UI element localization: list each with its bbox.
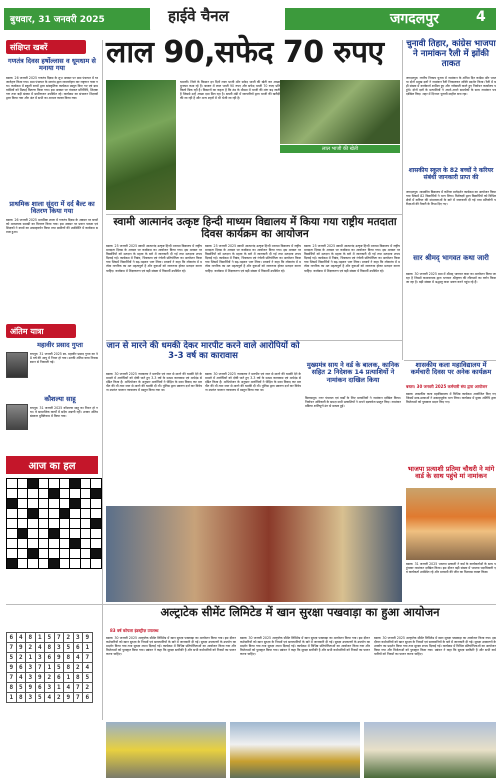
crossword-cell	[28, 479, 39, 489]
election-headline: चुनावी तिहार, कांग्रेस भाजपा ने नामांकन रैली में झोंकी ताकत	[406, 39, 496, 69]
sudoku-cell: 1	[83, 643, 93, 653]
safety-photo-3	[364, 722, 496, 778]
sudoku-cell: 7	[7, 673, 17, 683]
sudoku-cell: 6	[54, 673, 64, 683]
sudoku-cell: 8	[64, 663, 74, 673]
bottom-body-col1: बस्तर। 30 जनवरी 2025 अल्ट्राटेक सीमेंट लिमिटेड में खान सुरक्षा पखवाड़ा का आयोजन किया गया। इस दौरान कर्मचारियों को खान सुरक्षा के नियमों एवं सावधानियों के बारे में जानकारी दी गई। सुरक्षा उपकरणों के उपयोग का प्रदर्शन किया गया तथा सुरक्षा शपथ दिलाई गई। कार्यक्रम में विभिन्न प्रतियोगिताओं का आयोजन किया गया और विजेताओं को पुरस्कृत किया गया। प्रबंधन ने कहा कि सुरक्षा सर्वोपरि है और सभी कर्मचारियों को नियमों का पालन करना चाहिए।	[106, 636, 236, 657]
crossword-cell	[28, 559, 39, 569]
lead-story-col3: बस्तर। 25 जनवरी 2025 स्वामी आत्मानंद उत्कृष्ट हिन्दी माध्यम विद्यालय में राष्ट्रीय मतदाता दिवस के अवसर पर कार्यक्रम का आयोजन किया गया। इस अवसर पर विद्यार्थियों को मतदान के महत्व के बारे में जानकारी दी गई तथा मतदाता शपथ दिलाई गई। कार्यक्रम में निबंध, चित्रकला एवं रंगोली प्रतियोगिता का आयोजन किया गया जिसमें विद्यार्थियों ने बढ़-चढ़कर भाग लिया। प्राचार्य ने कहा कि लोकतंत्र में प्रत्येक नागरिक का मत महत्वपूर्ण है और युवाओं को जागरूक होकर मतदान करना चाहिए। कार्यक्रम में शिक्षकगण एवं बड़ी संख्या में विद्यार्थी उपस्थित रहे।	[304, 244, 400, 273]
crossword-cell	[28, 529, 39, 539]
safety-photo-1	[106, 722, 226, 778]
crossword-cell	[49, 509, 60, 519]
sudoku-cell: 7	[73, 683, 83, 693]
crossword-cell	[17, 549, 28, 559]
crossword-cell	[80, 529, 91, 539]
nomination-headline: मुख्यमंत्र साय ने वर्ड के बालक, कानिक सहित 2 निदेशक 14 प्रत्याशियों ने नामांकन दाखिल किया	[306, 361, 400, 384]
crossword-cell	[59, 479, 70, 489]
lead-story-col2: बस्तर। 25 जनवरी 2025 स्वामी आत्मानंद उत्कृष्ट हिन्दी माध्यम विद्यालय में राष्ट्रीय मतदाता दिवस के अवसर पर कार्यक्रम का आयोजन किया गया। इस अवसर पर विद्यार्थियों को मतदान के महत्व के बारे में जानकारी दी गई तथा मतदाता शपथ दिलाई गई। कार्यक्रम में निबंध, चित्रकला एवं रंगोली प्रतियोगिता का आयोजन किया गया जिसमें विद्यार्थियों ने बढ़-चढ़कर भाग लिया। प्राचार्य ने कहा कि लोकतंत्र में प्रत्येक नागरिक का मत महत्वपूर्ण है और युवाओं को जागरूक होकर मतदान करना चाहिए। कार्यक्रम में शिक्षकगण एवं बड़ी संख्या में विद्यार्थी उपस्थित रहे।	[205, 244, 301, 273]
crossword-cell	[17, 499, 28, 509]
sudoku-cell: 5	[83, 673, 93, 683]
sudoku-cell: 2	[64, 633, 74, 643]
crossword-cell	[91, 499, 102, 509]
crossword-cell	[70, 549, 81, 559]
brief2-title: प्राथमिक शाला सुंदरा में दर्द बैल्ट का वितरण किया गया	[9, 200, 95, 216]
chai-photo-right	[280, 80, 400, 144]
ward-headline: शासकीय स्कूल के 82 बच्चों ने करियर संबंधी जानकारी प्राप्त की	[408, 167, 494, 181]
obituary1-photo	[6, 352, 28, 378]
sudoku-cell: 6	[16, 663, 26, 673]
crossword-cell	[7, 489, 18, 499]
chai-caption: लाल भाजी की खेती	[280, 145, 400, 153]
sudoku-cell: 9	[7, 663, 17, 673]
crossword-cell	[70, 539, 81, 549]
bottom-body-col3: बस्तर। 30 जनवरी 2025 अल्ट्राटेक सीमेंट लिमिटेड में खान सुरक्षा पखवाड़ा का आयोजन किया गया। इस दौरान कर्मचारियों को खान सुरक्षा के नियमों एवं सावधानियों के बारे में जानकारी दी गई। सुरक्षा उपकरणों के उपयोग का प्रदर्शन किया गया तथा सुरक्षा शपथ दिलाई गई। कार्यक्रम में विभिन्न प्रतियोगिताओं का आयोजन किया गया और विजेताओं को पुरस्कृत किया गया। प्रबंधन ने कहा कि सुरक्षा सर्वोपरि है और सभी कर्मचारियों को नियमों का पालन करना चाहिए।	[374, 636, 496, 657]
sudoku-cell: 2	[83, 683, 93, 693]
brief1-body: बस्तर। 26 जनवरी 2025 गणतंत्र दिवस के शुभ अवसर पर ग्राम पंचायत में ध्वजारोहण किया गया। ग्राम पंचायत के सरपंच द्वारा ध्वजारोहण कर राष्ट्रगान गाया गया। कार्यक्रम में स्कूली बच्चों द्वारा सांस्कृतिक कार्यक्रम प्रस्तुत किए गए एवं ग्रामवासियों को मिठाई वितरण किया गया। इस अवसर पर पंचायत प्रतिनिधि, शिक्षकगण तथा बड़ी संख्या में ग्रामीणजन उपस्थित रहे। कार्यक्रम का संचालन शिक्षकों द्वारा किया गया और अंत में सभी का आभार व्यक्त किया गया।	[6, 76, 98, 101]
sudoku-cell: 4	[45, 693, 55, 703]
bottom-sub: 83 वर्ष कोयला इंडस्ट्रीज़ उपलब्ध	[110, 628, 159, 633]
crossword-cell	[70, 479, 81, 489]
crossword-cell	[49, 489, 60, 499]
crossword-cell	[70, 559, 81, 569]
crossword-cell	[38, 499, 49, 509]
crossword-cell	[7, 479, 18, 489]
court-headline: जान से मारने की धमकी देकर मारपीट करने वाले आरोपियों को 3-3 वर्ष का कारावास	[106, 341, 300, 361]
sudoku-cell: 9	[26, 683, 36, 693]
sudoku-cell: 6	[35, 683, 45, 693]
crossword-cell	[91, 489, 102, 499]
lead-headline: स्वामी आत्मानंद उत्कृष्ट हिन्दी माध्यम विद्यालय में किया गया राष्ट्रीय मतदाता दिवस कार्यक्रम का आयोजन	[113, 216, 397, 241]
sudoku-cell: 3	[54, 643, 64, 653]
sudoku-cell: 5	[16, 683, 26, 693]
crossword-cell	[17, 519, 28, 529]
bjp-body: बस्तर। 31 जनवरी 2025 भाजपा प्रत्याशी ने वार्ड के कार्यकर्ताओं के साथ पहुंचकर नामांकन दाखिल किया। इस दौरान बड़ी संख्या में भाजपा पदाधिकारी एवं कार्यकर्ता उपस्थित रहे और प्रत्याशी की जीत का विश्वास व्यक्त किया।	[406, 562, 496, 575]
crossword-cell	[91, 549, 102, 559]
sudoku-cell: 8	[45, 643, 55, 653]
aaj-ka-hal-header: आज का हल	[6, 456, 98, 474]
crossword-cell	[91, 519, 102, 529]
obituary2-title: कौशल्या साहू	[44, 395, 76, 403]
crossword-cell	[49, 479, 60, 489]
sudoku-cell: 9	[35, 673, 45, 683]
sudoku-cell: 7	[83, 653, 93, 663]
crossword-cell	[59, 559, 70, 569]
crossword-cell	[28, 519, 39, 529]
masthead-date: बुधवार, 31 जनवरी 2025	[10, 15, 105, 25]
sudoku-cell: 3	[26, 673, 36, 683]
crossword-cell	[49, 529, 60, 539]
lead-body-col1: धमतरी। जिले के किसान इन दिनों लाल भाजी और सफेद भाजी की खेती कर अच्छा मुनाफा कमा रहे हैं। बाजार में लाल भाजी 90 रुपए और सफेद भाजी 70 रुपए प्रति किलो बिक रही है। किसानों का कहना है कि ठंड के मौसम में भाजी की मांग बढ़ जाती है जिससे उन्हें अच्छा दाम मिल रहा है। सब्जी मंडी में व्यापारियों द्वारा भाजी की खरीदी की जा रही है और अन्य शहरों में भी भेजी जा रही है।	[180, 80, 280, 101]
sudoku-cell: 3	[26, 693, 36, 703]
crossword-cell	[28, 499, 39, 509]
sudoku-cell: 5	[64, 643, 74, 653]
sudoku-cell: 1	[7, 693, 17, 703]
crossword-cell	[80, 479, 91, 489]
divider	[106, 214, 402, 215]
crossword-cell	[38, 529, 49, 539]
crossword-cell	[17, 479, 28, 489]
crossword-cell	[7, 509, 18, 519]
masthead	[0, 0, 500, 38]
crossword-cell	[70, 509, 81, 519]
crossword-cell	[38, 559, 49, 569]
crossword-cell	[7, 549, 18, 559]
crossword-cell	[17, 489, 28, 499]
obituary2-photo	[6, 404, 28, 430]
masthead-title: हाईवे चैनल	[168, 7, 229, 25]
crossword-cell	[49, 499, 60, 509]
crossword-cell	[38, 549, 49, 559]
crossword-cell	[59, 499, 70, 509]
crossword-cell	[80, 509, 91, 519]
obituary1-body: रायपुर। 31 जनवरी 2025 स्व. महावीर प्रसाद गुप्ता का 98 वर्ष की आयु में निधन हो गया। उनकी अंतिम यात्रा निवास स्थान से निकाली गई।	[30, 352, 98, 365]
sudoku-cell: 1	[54, 683, 64, 693]
brief2-body: बस्तर। 26 जनवरी 2025 प्राथमिक शाला में गणतंत्र दिवस के अवसर पर बच्चों को आवश्यक सामग्री का वितरण किया गया। इस अवसर पर प्रधान पाठक एवं शिक्षकों ने बच्चों का उत्साहवर्धन किया तथा ग्रामीणों की उपस्थिति में कार्यक्रम सम्पन्न हुआ।	[6, 218, 98, 235]
crossword-cell	[38, 489, 49, 499]
court-body-col1: बस्तर। 30 जनवरी 2025 न्यायालय ने मारपीट एवं जान से मारने की धमकी देने के मामले में आरोपियों को दोषी पाते हुए 3-3 वर्ष के सश्रम कारावास एवं अर्थदंड से दंडित किया है। अभियोजन के अनुसार आरोपियों ने पीड़ित के साथ विवाद कर मारपीट की थी तथा जान से मारने की धमकी दी थी। पुलिस द्वारा प्रकरण दर्ज कर विवेचना उपरांत चालान न्यायालय में प्रस्तुत किया गया था।	[106, 372, 202, 393]
obituary2-body: रायपुर। 31 जनवरी 2025 कौशल्या साहू का निधन हो गया। वे सामाजिक कार्यों में सदैव अग्रणी रहीं। उनका अंतिम संस्कार मुक्तिधाम में किया गया।	[30, 406, 98, 419]
crossword-cell	[80, 549, 91, 559]
sudoku-cell: 7	[35, 663, 45, 673]
sudoku-cell: 1	[35, 633, 45, 643]
college-sub: बस्तर। 30 जनवरी 2025 कर्मचारी संघ द्वारा आयोजन	[406, 384, 488, 389]
bhagwat-body: बस्तर। 30 जनवरी 2025 ग्राम में श्रीमद् भागवत कथा का आयोजन किया जा रहा है जिसमें कथावाचक द्वारा भगवान श्रीकृष्ण की लीलाओं का वर्णन किया जा रहा है। बड़ी संख्या में श्रद्धालु कथा श्रवण करने पहुंच रहे हैं।	[406, 272, 496, 285]
crossword-cell	[17, 539, 28, 549]
crossword-cell	[59, 539, 70, 549]
sudoku-cell: 4	[16, 673, 26, 683]
college-headline-right: शासकीय कला महाविद्यालय में कर्मचारी दिवस पर अनेक कार्यक्रम	[410, 361, 492, 377]
sudoku-cell: 2	[73, 663, 83, 673]
sudoku-cell: 4	[64, 683, 74, 693]
crossword-cell	[91, 509, 102, 519]
sudoku-cell: 7	[73, 693, 83, 703]
sudoku-cell: 4	[83, 663, 93, 673]
sudoku-cell: 2	[16, 653, 26, 663]
sudoku-cell: 3	[26, 663, 36, 673]
sudoku-cell: 8	[16, 693, 26, 703]
bjp-headline: भाजपा प्रत्याशी प्रतिमा चौधरी ने मांगे वार्ड के साथ पहुंचे मां नामांकन	[407, 465, 495, 481]
safety-photo-2	[230, 722, 360, 778]
crossword-cell	[38, 519, 49, 529]
nomination-body: बिलासपुर। नगर पंचायत एवं वार्डों के लिए प्रत्याशियों ने नामांकन दाखिल किया। निर्वाचन अधिकारी के समक्ष सभी प्रत्याशियों ने अपने दस्तावेज प्रस्तुत किए। नामांकन प्रक्रिया शांतिपूर्ण ढंग से सम्पन्न हुई।	[305, 396, 401, 409]
brief1-title: गणतंत्र दिवस हर्षोल्लास व धूमधाम से मनाया गया	[8, 57, 96, 73]
sudoku-grid	[6, 632, 93, 703]
crossword-cell	[17, 529, 28, 539]
brief-header: संक्षिप्त खबरें	[6, 40, 86, 54]
sudoku-cell: 4	[73, 653, 83, 663]
sudoku-cell: 8	[73, 673, 83, 683]
sudoku-cell: 5	[54, 663, 64, 673]
college-body: बस्तर। शासकीय कला महाविद्यालय में विभिन्न कार्यक्रम आयोजित किए गए जिसमें छात्र-छात्राओं ने उत्साहपूर्वक भाग लिया। कार्यक्रम में मुख्य अतिथि द्वारा विजेताओं को पुरस्कार प्रदान किए गए।	[406, 392, 496, 405]
crossword-cell	[59, 489, 70, 499]
crossword-cell	[49, 539, 60, 549]
crossword-cell	[17, 509, 28, 519]
crossword-cell	[38, 479, 49, 489]
sudoku-cell: 8	[7, 683, 17, 693]
sudoku-cell: 5	[35, 693, 45, 703]
crossword-cell	[80, 539, 91, 549]
sudoku-cell: 1	[64, 673, 74, 683]
sudoku-cell: 8	[26, 633, 36, 643]
lead-story-col1: बस्तर। 25 जनवरी 2025 स्वामी आत्मानंद उत्कृष्ट हिन्दी माध्यम विद्यालय में राष्ट्रीय मतदाता दिवस के अवसर पर कार्यक्रम का आयोजन किया गया। इस अवसर पर विद्यार्थियों को मतदान के महत्व के बारे में जानकारी दी गई तथा मतदाता शपथ दिलाई गई। कार्यक्रम में निबंध, चित्रकला एवं रंगोली प्रतियोगिता का आयोजन किया गया जिसमें विद्यार्थियों ने बढ़-चढ़कर भाग लिया। प्राचार्य ने कहा कि लोकतंत्र में प्रत्येक नागरिक का मत महत्वपूर्ण है और युवाओं को जागरूक होकर मतदान करना चाहिए। कार्यक्रम में शिक्षकगण एवं बड़ी संख्या में विद्यार्थी उपस्थित रहे।	[106, 244, 202, 273]
sudoku-cell: 6	[7, 633, 17, 643]
crossword-cell	[91, 559, 102, 569]
chai-photo-left	[106, 80, 176, 210]
crossword-cell	[91, 529, 102, 539]
sudoku-cell: 6	[45, 653, 55, 663]
sudoku-cell: 2	[45, 673, 55, 683]
crossword-cell	[7, 499, 18, 509]
crossword-cell	[38, 539, 49, 549]
crossword-cell	[7, 519, 18, 529]
sudoku-cell: 7	[7, 643, 17, 653]
crossword-cell	[49, 519, 60, 529]
crossword-cell	[38, 509, 49, 519]
obituary1-title: महावीर प्रसाद गुप्ता	[37, 341, 83, 349]
crossword-cell	[7, 559, 18, 569]
nomination-photo	[106, 506, 402, 602]
sudoku-cell: 9	[83, 633, 93, 643]
crossword-cell	[70, 519, 81, 529]
crossword-cell	[70, 489, 81, 499]
sudoku-cell: 5	[7, 653, 17, 663]
crossword-cell	[80, 489, 91, 499]
sudoku-cell: 6	[73, 643, 83, 653]
crossword-cell	[28, 509, 39, 519]
divider	[402, 40, 403, 360]
bottom-headline: अल्ट्राटेक सीमेंट लिमिटेड में खान सुरक्षा पखवाड़ा का हुआ आयोजन	[160, 605, 440, 619]
sudoku-cell: 9	[64, 693, 74, 703]
sudoku-cell: 4	[35, 643, 45, 653]
sudoku-cell: 9	[54, 653, 64, 663]
crossword-cell	[49, 549, 60, 559]
crossword-cell	[7, 529, 18, 539]
crossword-cell	[28, 549, 39, 559]
crossword-cell	[80, 559, 91, 569]
bjp-photo	[406, 488, 496, 560]
big-headline: लाल 90,सफेद 70 रुपए	[106, 35, 384, 70]
crossword-cell	[17, 559, 28, 569]
crossword-grid	[6, 478, 102, 569]
page-number: 4	[476, 9, 486, 25]
sudoku-cell: 3	[45, 683, 55, 693]
sudoku-cell: 3	[73, 633, 83, 643]
ward-body: जगदलपुर। शासकीय विद्यालय में करियर मार्गदर्शन कार्यक्रम का आयोजन किया गया जिसमें 82 विद्यार्थियों ने भाग लिया। विशेषज्ञों द्वारा विद्यार्थियों को विभिन्न क्षेत्रों में करियर की संभावनाओं के बारे में जानकारी दी गई तथा प्रतियोगी परीक्षाओं की तैयारी के टिप्स दिए गए।	[406, 190, 496, 207]
crossword-cell	[91, 479, 102, 489]
crossword-cell	[70, 499, 81, 509]
sudoku-cell: 5	[45, 633, 55, 643]
divider	[102, 40, 103, 720]
sudoku-cell: 6	[83, 693, 93, 703]
crossword-cell	[7, 539, 18, 549]
crossword-cell	[28, 539, 39, 549]
crossword-cell	[28, 489, 39, 499]
bhagwat-headline: सार श्रीमद् भागवत कथा जारी	[413, 254, 489, 262]
sudoku-cell: 7	[54, 633, 64, 643]
sudoku-cell: 2	[26, 643, 36, 653]
sudoku-cell: 1	[45, 663, 55, 673]
crossword-cell	[59, 529, 70, 539]
masthead-right: जगदलपुर	[390, 11, 439, 27]
crossword-cell	[59, 519, 70, 529]
crossword-cell	[80, 519, 91, 529]
court-body-col2: बस्तर। 30 जनवरी 2025 न्यायालय ने मारपीट एवं जान से मारने की धमकी देने के मामले में आरोपियों को दोषी पाते हुए 3-3 वर्ष के सश्रम कारावास एवं अर्थदंड से दंडित किया है। अभियोजन के अनुसार आरोपियों ने पीड़ित के साथ विवाद कर मारपीट की थी तथा जान से मारने की धमकी दी थी। पुलिस द्वारा प्रकरण दर्ज कर विवेचना उपरांत चालान न्यायालय में प्रस्तुत किया गया था।	[205, 372, 301, 393]
crossword-cell	[59, 549, 70, 559]
sudoku-cell: 8	[64, 653, 74, 663]
sudoku-cell: 2	[54, 693, 64, 703]
sudoku-cell: 3	[35, 653, 45, 663]
bottom-body-col2: बस्तर। 30 जनवरी 2025 अल्ट्राटेक सीमेंट लिमिटेड में खान सुरक्षा पखवाड़ा का आयोजन किया गया। इस दौरान कर्मचारियों को खान सुरक्षा के नियमों एवं सावधानियों के बारे में जानकारी दी गई। सुरक्षा उपकरणों के उपयोग का प्रदर्शन किया गया तथा सुरक्षा शपथ दिलाई गई। कार्यक्रम में विभिन्न प्रतियोगिताओं का आयोजन किया गया और विजेताओं को पुरस्कृत किया गया। प्रबंधन ने कहा कि सुरक्षा सर्वोपरि है और सभी कर्मचारियों को नियमों का पालन करना चाहिए।	[240, 636, 370, 657]
sudoku-cell: 4	[16, 633, 26, 643]
obituary-header: अंतिम यात्रा	[6, 324, 76, 338]
crossword-cell	[70, 529, 81, 539]
crossword-cell	[59, 509, 70, 519]
crossword-cell	[49, 559, 60, 569]
election-body: जगदलपुर। नगरीय निकाय चुनाव में नामांकन के अंतिम दिन कांग्रेस और भाजपा दोनों प्रमुख दलों ने नामांकन रैली निकालकर शक्ति प्रदर्शन किया। रैली में बड़ी संख्या में कार्यकर्ता शामिल हुए और नारेबाजी करते हुए निर्वाचन कार्यालय पहुंचे। दोनों दलों के प्रत्याशियों ने अपने-अपने समर्थकों के साथ नामांकन पत्र दाखिल किए। शहर में दिनभर चुनावी माहौल बना रहा।	[406, 76, 496, 97]
crossword-cell	[91, 539, 102, 549]
sudoku-cell: 9	[16, 643, 26, 653]
sudoku-cell: 1	[26, 653, 36, 663]
crossword-cell	[80, 499, 91, 509]
